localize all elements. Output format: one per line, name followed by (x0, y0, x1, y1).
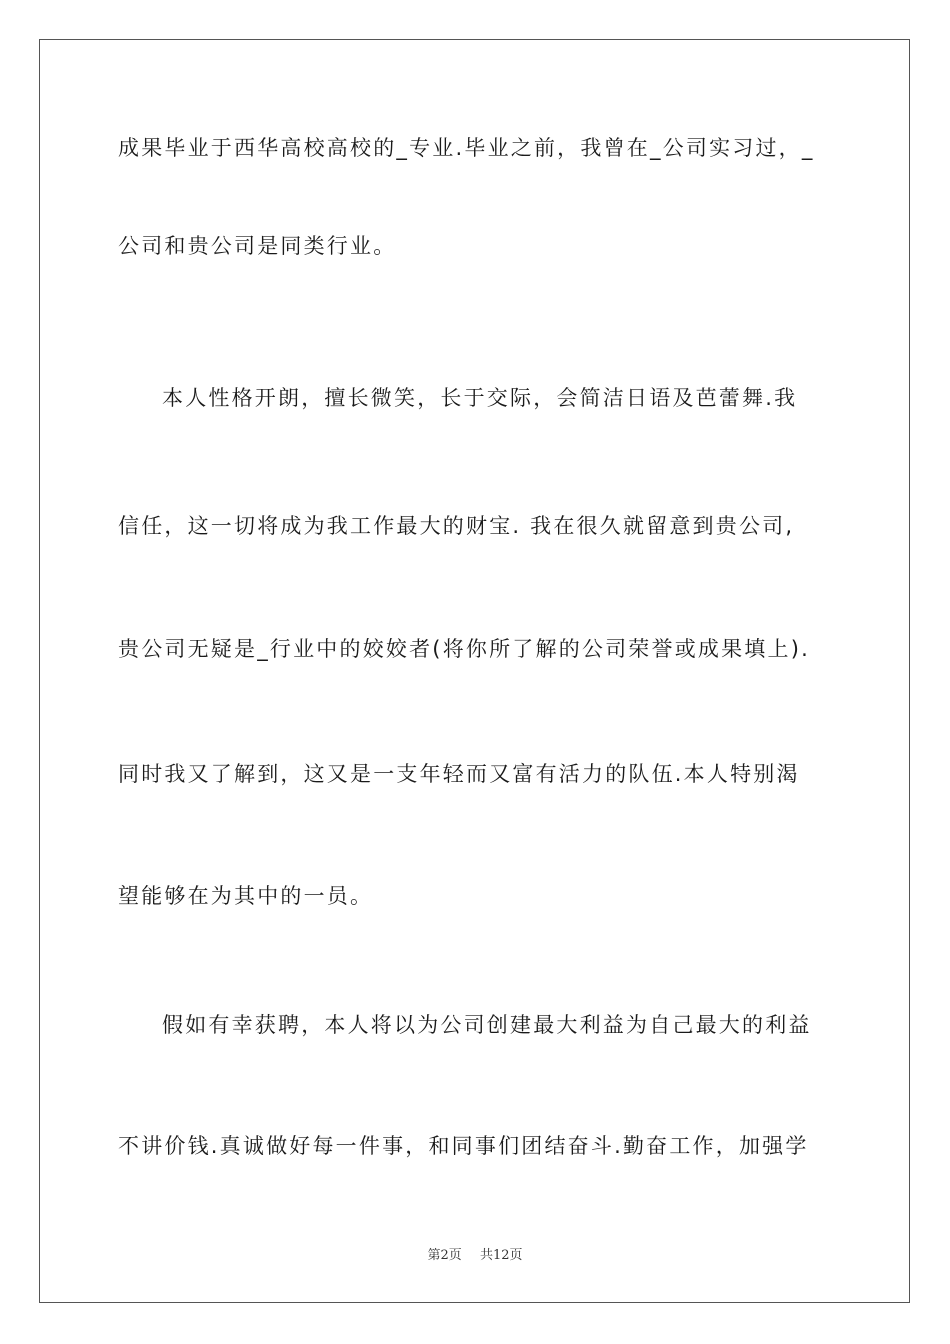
body-line-6: 同时我又了解到，这又是一支年轻而又富有活力的队伍.本人特别渴 (118, 762, 800, 786)
body-line-3: 本人性格开朗，擅长微笑，长于交际，会简洁日语及芭蕾舞.我 (162, 386, 798, 410)
body-line-2: 公司和贵公司是同类行业。 (118, 234, 397, 258)
body-line-7: 望能够在为其中的一员。 (118, 884, 374, 908)
body-line-9: 不讲价钱.真诚做好每一件事，和同事们团结奋斗.勤奋工作，加强学 (118, 1134, 809, 1158)
body-line-5: 贵公司无疑是_行业中的姣姣者(将你所了解的公司荣誉或成果填上). (118, 637, 810, 661)
body-line-8: 假如有幸获聘，本人将以为公司创建最大利益为自己最大的利益 (162, 1013, 812, 1037)
page-total: 共12页 (479, 1248, 523, 1263)
page-footer (0, 1244, 950, 1263)
page-number: 第2页 (427, 1248, 462, 1263)
body-line-1: 成果毕业于西华高校高校的_专业.毕业之前，我曾在_公司实习过，_ (118, 136, 815, 160)
body-line-4: 信任，这一切将成为我工作最大的财宝. 我在很久就留意到贵公司, (118, 514, 795, 538)
page-border (39, 39, 910, 1303)
